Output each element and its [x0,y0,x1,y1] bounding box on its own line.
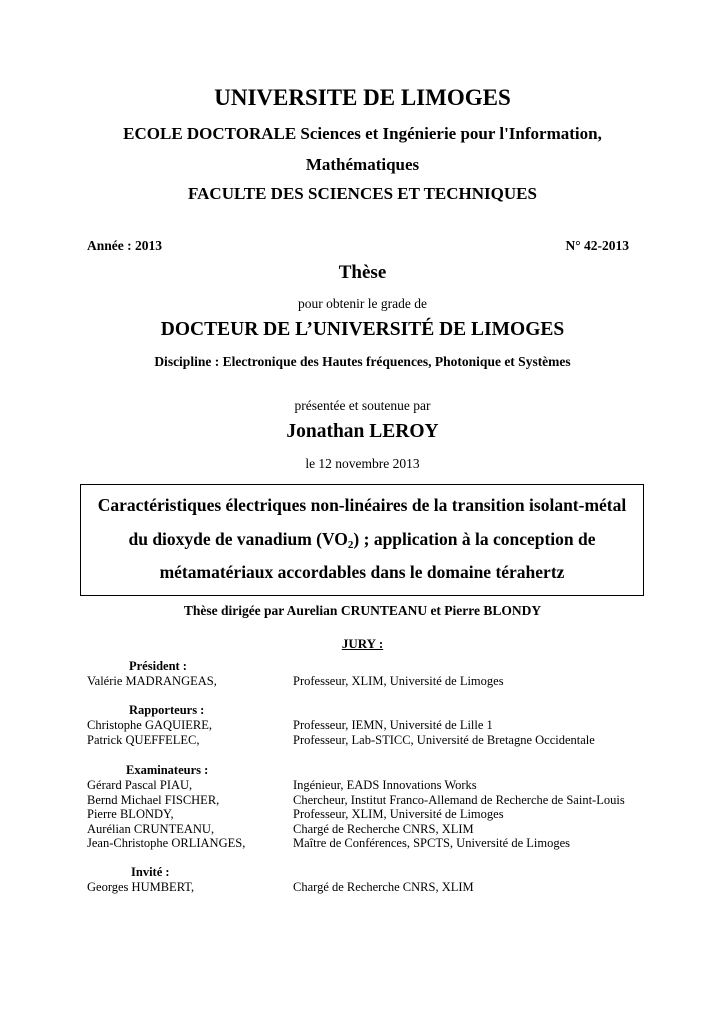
jury-member-position: Maître de Conférences, SPCTS, Université de Limoges [293,836,571,850]
presented-by-label: présentée et soutenue par [294,398,431,413]
jury-member-name: Christophe GAQUIERE, [87,718,212,732]
degree-title: DOCTEUR DE L’UNIVERSITÉ DE LIMOGES [160,319,565,340]
doctoral-school-line-1: ECOLE DOCTORALE Sciences et Ingénierie pour l'Information, [123,124,602,143]
jury-member-name: Gérard Pascal PIAU, [87,778,193,792]
examinateurs-label: Examinateurs : [126,763,209,777]
defense-date: le 12 novembre 2013 [305,456,420,471]
jury-member-position: Professeur, XLIM, Université de Limoges [293,674,504,688]
jury-member-name: Georges HUMBERT, [87,880,195,894]
discipline: Discipline : Electronique des Hautes fréquences, Photonique et Systèmes [154,354,571,369]
title-line-2-end: ) ; application à la conception de [353,529,596,549]
jury-member-name: Jean-Christophe ORLIANGES, [87,836,246,850]
university-title: UNIVERSITE DE LIMOGES [214,85,511,110]
thesis-heading: Thèse [338,262,387,283]
jury-member-name: Valérie MADRANGEAS, [87,674,217,688]
invite-label: Invité : [131,865,170,879]
title-subscript: 2 [347,539,354,551]
thesis-number: N° 42-2013 [565,238,629,253]
thesis-title-line-2 [81,529,643,550]
president-label: Président : [129,659,187,673]
jury-member-position: Ingénieur, EADS Innovations Works [293,778,477,792]
faculty-title: FACULTE DES SCIENCES ET TECHNIQUES [188,184,537,203]
title-line-2-start: du dioxyde de vanadium (VO [128,529,348,549]
thesis-title-line-3: métamatériaux accordables dans le domaine térahertz [159,562,565,582]
jury-heading: JURY : [341,636,384,651]
rapporteurs-label: Rapporteurs : [129,703,205,717]
jury-member-position: Professeur, Lab-STICC, Université de Bretagne Occidentale [293,733,595,747]
jury-member-name: Aurélian CRUNTEANU, [87,822,215,836]
jury-member-position: Chargé de Recherche CNRS, XLIM [293,822,474,836]
author-name: Jonathan LEROY [286,421,439,442]
jury-member-name: Pierre BLONDY, [87,807,174,821]
jury-member-position: Professeur, IEMN, Université de Lille 1 [293,718,493,732]
jury-member-position: Professeur, XLIM, Université de Limoges [293,807,504,821]
jury-member-position: Chargé de Recherche CNRS, XLIM [293,880,474,894]
doctoral-school-line-2: Mathématiques [305,155,420,174]
degree-intro: pour obtenir le grade de [298,296,427,311]
jury-member-name: Patrick QUEFFELEC, [87,733,200,747]
jury-member-position: Chercheur, Institut Franco-Allemand de Recherche de Saint-Louis [293,793,625,807]
supervisors: Thèse dirigée par Aurelian CRUNTEANU et Pierre BLONDY [183,603,542,618]
thesis-title-box [80,484,644,596]
jury-member-name: Bernd Michael FISCHER, [87,793,220,807]
thesis-title-line-1: Caractéristiques électriques non-linéaires de la transition isolant-métal [97,495,627,515]
year-label: Année : 2013 [87,238,162,253]
